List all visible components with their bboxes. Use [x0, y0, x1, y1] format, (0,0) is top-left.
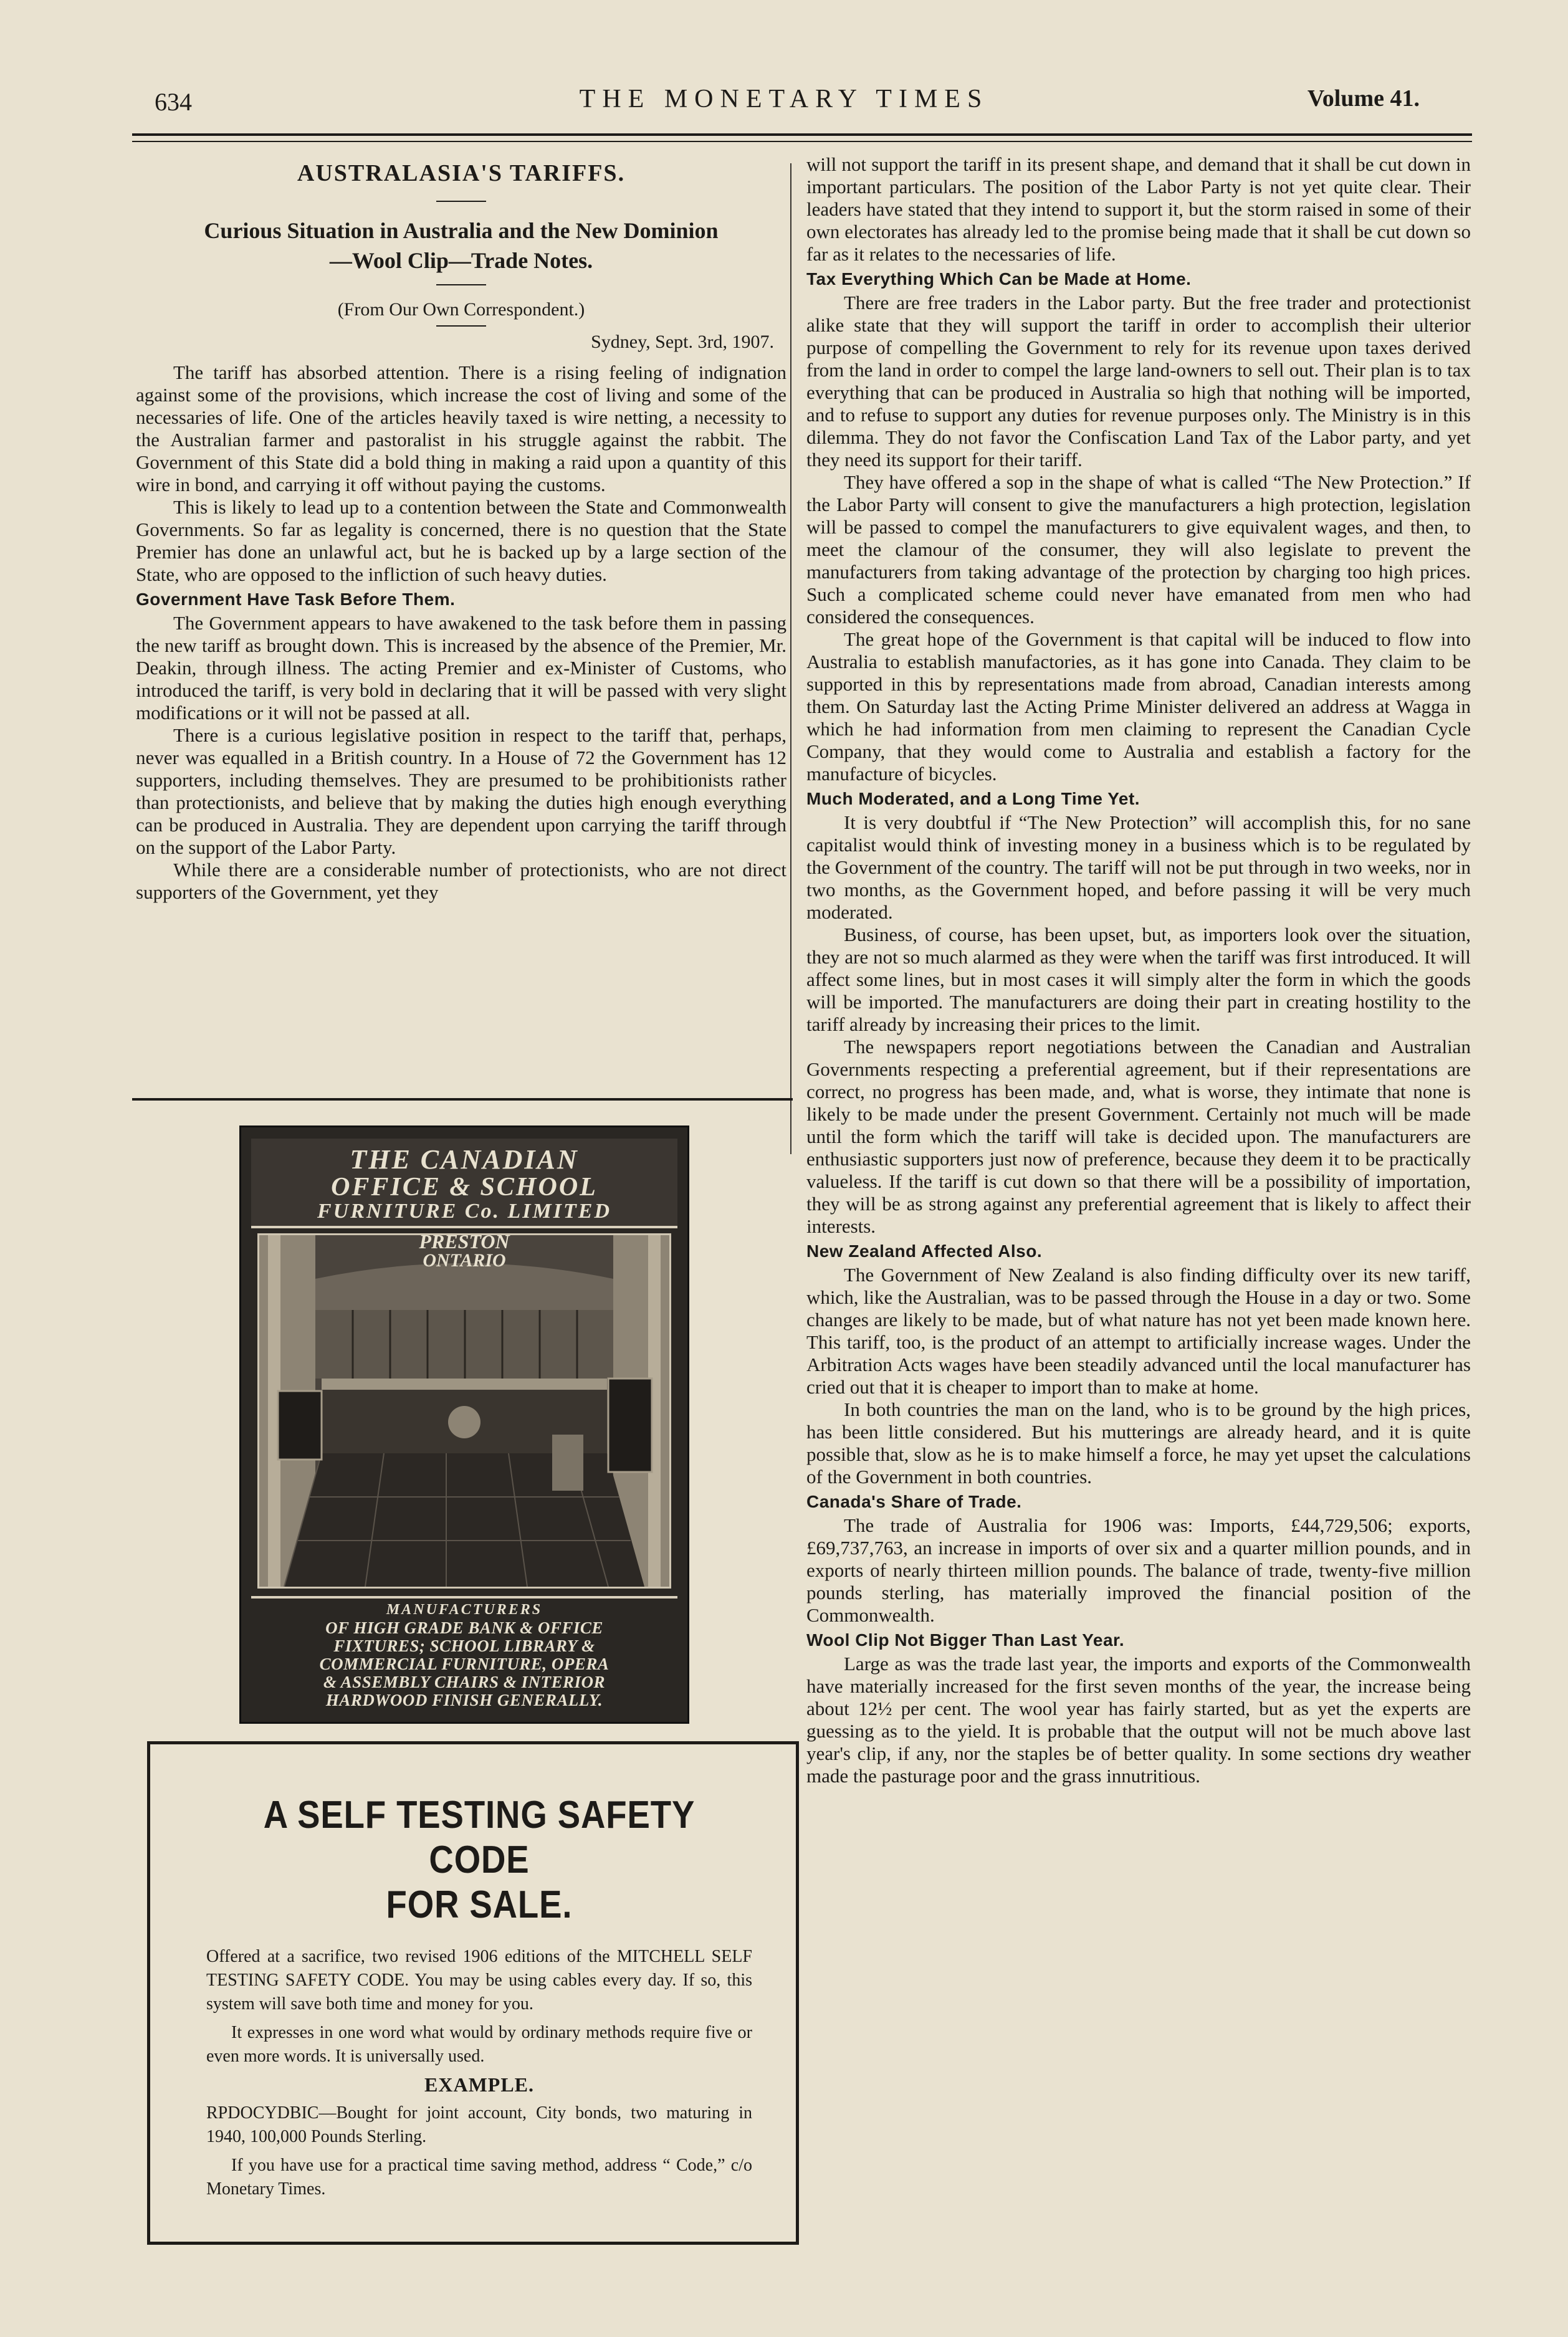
furniture-ad-products-line: FIXTURES; SCHOOL LIBRARY & [333, 1637, 595, 1655]
section-rule [132, 1098, 793, 1101]
section-heading: New Zealand Affected Also. [806, 1241, 1043, 1261]
article-paragraph: The Government appears to have awakened to the task before them in passing the new tariff as brought down. This is increased by the absence of the Premier, Mr. Deakin, through illness. The acting Premier and ex-Minister of Customs, who introduced the tariff, is very bold in declaring that it will be passed with very slight modifications or it will not be passed at all. [136, 612, 786, 724]
article-paragraph: will not support the tariff in its present shape, and demand that it shall be cut down in important particulars. The position of the Labor Party is not yet quite clear. Their leaders have stated that they intend to support it, but the storm raised in some of their own electorates has already led to the promise being made that it shall be cut down so far as it relates to the necessaries of life. [806, 153, 1471, 265]
safety-code-ad-heading [239, 1793, 720, 1928]
section-heading: Canada's Share of Trade. [806, 1492, 1022, 1511]
furniture-advertisement [239, 1125, 689, 1724]
header-rule-thick [132, 133, 1472, 136]
safety-code-ad-heading-line: FOR SALE. [386, 1883, 573, 1926]
furniture-ad-products-line: HARDWOOD FINISH GENERALLY. [325, 1691, 603, 1709]
correspondent-credit: (From Our Own Correspondent.) [337, 299, 585, 320]
furniture-ad-header [251, 1139, 677, 1228]
office-interior-illustration [257, 1233, 671, 1589]
article-subtitle-line: Curious Situation in Australia and the New Dominion [204, 218, 719, 243]
article-paragraph: The newspapers report negotiations between the Canadian and Australian Governments respecting a preferential agreement, but if their representations are correct, no progress has been made, and, what is worse, they intimate that none is likely to be made under the present Government. Certainly not much will be made until the form which the tariff will take is decided upon. The manufacturers are enthusiastic supporters just now of preference, because they deem it to be practically valueless. If the tariff is cut down so that there will be a possibility of importation, they will be as strong against any preferential agreement that is likely to affect their interests. [806, 1036, 1471, 1237]
furniture-ad-location [239, 1231, 689, 1270]
article-paragraph: The great hope of the Government is that capital will be induced to flow into Australia to establish manufactories, as it has gone into Canada. They claim to be supported in this by representations made from abroad, Canadian interests among them. On Saturday last the Acting Prime Minister delivered an address at Wagga in which he had information from men claiming to represent the Canadian Cycle Company, that they would come to Australia and establish a factory for the manufacture of bicycles. [806, 628, 1471, 785]
section-heading: Government Have Task Before Them. [136, 590, 456, 609]
furniture-ad-location-line: PRESTON [419, 1230, 510, 1253]
safety-code-ad-paragraph: It expresses in one word what would by ordinary methods require five or even more words. It is universally used. [206, 2023, 752, 2066]
furniture-ad-company-line: FURNITURE Co. LIMITED [317, 1200, 611, 1223]
article-right-column [806, 153, 1471, 1787]
article-paragraph: This is likely to lead up to a contention between the State and Commonwealth Governments. So far as legality is concerned, there is no question that the State Premier has done an unlawful act, but he is backed up by a large section of the State, who are opposed to the infliction of such heavy duties. [136, 496, 786, 585]
article-paragraph: The trade of Australia for 1906 was: Imports, £44,729,506; exports, £69,737,763, an increase in imports of over six and a quarter million pounds, and in exports of nearly thirteen million pounds. The balance of trade, twenty-five million pounds sterling, has materially improved the financial position of the Commonwealth. [806, 1514, 1471, 1626]
furniture-ad-company-line: THE CANADIAN [350, 1144, 579, 1175]
article-paragraph: Large as was the trade last year, the imports and exports of the Commonwealth have materially increased for the first seven months of the year, the increase being about 12½ per cent. The wool year has fairly started, but as yet the experts are guessing as to the yield. It is probable that the output will not be much above last year's clip, if any, nor the staples be of better quality. In some sections dry weather made the pasturage poor and the grass innutritious. [806, 1653, 1471, 1787]
credit-rule [436, 325, 486, 327]
subtitle-rule [436, 284, 486, 285]
safety-code-ad-heading-line: A SELF TESTING SAFETY CODE [263, 1794, 696, 1881]
article-paragraph: The Government of New Zealand is also finding difficulty over its new tariff, which, like the Australian, was to be passed through the House in a day or two. Some changes are likely to be made, but of what nature has not yet been made known here. This tariff, too, is the product of an attempt to artificially increase wages. Under the Arbitration Acts wages have been steadily advanced until the local manufacturer has cried out that it is cheaper to import than to make at home. [806, 1264, 1471, 1398]
article-subtitle-line: —Wool Clip—Trade Notes. [329, 248, 593, 273]
header-rule-thin [132, 141, 1472, 142]
furniture-ad-company-line: OFFICE & SCHOOL [331, 1173, 598, 1202]
dateline: Sydney, Sept. 3rd, 1907. [591, 332, 774, 352]
article-paragraph: The tariff has absorbed attention. There is a rising feeling of indignation against some of the provisions, which increase the cost of living and some of the necessaries of life. One of the articles heavily taxed is wire netting, a necessity to the Australian farmer and pastoralist in his struggle against the rabbit. The Government of this State did a bold thing in making a raid upon a quantity of this wire in bond, and carrying it off without paying the customs. [136, 361, 786, 495]
safety-code-ad-example-label: EXAMPLE. [424, 2073, 534, 2096]
article-paragraph: They have offered a sop in the shape of what is called “The New Protection.” If the Labor Party will consent to give the manufacturers a high protection, legislation will be passed to compel the manufacturers to give equivalent wages, and then, to meet the clamour of the consumer, they will also legislate to prevent the manufacturers from taking advantage of the protection by charging too high prices. Such a complicated scheme could never have emanated from men who had considered the consequences. [806, 471, 1471, 628]
right-column-body [806, 153, 1471, 1787]
safety-code-ad-paragraph: If you have use for a practical time saving method, address “ Code,” c/o Monetary Times. [206, 2156, 752, 2199]
volume-label: Volume 41. [1307, 85, 1420, 112]
article-title: AUSTRALASIA'S TARIFFS. [297, 160, 626, 186]
furniture-ad-products-line: & ASSEMBLY CHAIRS & INTERIOR [323, 1673, 606, 1691]
publication-masthead: THE MONETARY TIMES [579, 85, 989, 113]
column-divider [790, 163, 791, 1154]
article-paragraph: There are free traders in the Labor party. But the free trader and protectionist alike state that they will support the tariff in order to accomplish their ulterior purpose of compelling the Government to rely for its revenue upon taxes derived from the land in order to compel the large land-owners to sell out. Their plan is to tax everything that can be produced in Australia so high that nothing will be imported, and to refuse to support any duties for revenue purposes only. The Ministry is in this dilemma. They do not favor the Confiscation Land Tax of the Labor party, and yet they need its support for their tariff. [806, 292, 1471, 471]
section-heading: Wool Clip Not Bigger Than Last Year. [806, 1630, 1125, 1650]
furniture-ad-footer [251, 1596, 677, 1717]
safety-code-ad-paragraph: Offered at a sacrifice, two revised 1906 editions of the MITCHELL SELF TESTING SAFETY CODE. You may be using cables every day. If so, this system will save both time and money for you. [206, 1947, 752, 2014]
furniture-ad-manufacturers-label: MANUFACTURERS [386, 1602, 543, 1618]
article-paragraph: There is a curious legislative position in respect to the tariff that, perhaps, never was equalled in a British country. In a House of 72 the Government has 12 supporters, including themselves. They are presumed to be prohibitionists rather than protectionists, and believe that by making the duties high enough everything can be produced in Australia. They are dependent upon carrying the tariff through on the support of the Labor Party. [136, 724, 786, 858]
article-paragraph: It is very doubtful if “The New Protection” will accomplish this, for no sane capitalist would think of investing money in a business which is to be regulated by the Government of the country. The tariff will not be put through in two weeks, nor in two months, as the Government hoped, and before passing it will be very much moderated. [806, 811, 1471, 923]
article-subtitle [136, 216, 786, 275]
furniture-ad-products-line: COMMERCIAL FURNITURE, OPERA [319, 1655, 610, 1673]
page-number: 634 [155, 88, 192, 116]
title-rule [436, 201, 486, 202]
left-column-body [136, 361, 786, 904]
article-paragraph: Business, of course, has been upset, but, as importers look over the situation, they are not so much alarmed as they were when the tariff was first introduced. It will affect some lines, but in most cases it will simply alter the form in which the goods will be imported. The manufacturers are doing their part in creating hostility to the tariff already by increasing their prices to the limit. [806, 924, 1471, 1035]
article-paragraph: In both countries the man on the land, who is to be ground by the high prices, has been little considered. But his mutterings are already heard, and it is quite possible that, slow as he is to make himself a force, he may yet upset the calculations of the Government in both countries. [806, 1398, 1471, 1488]
safety-code-advertisement [147, 1741, 799, 2245]
office-interior-drawing [259, 1235, 669, 1587]
furniture-ad-products-line: OF HIGH GRADE BANK & OFFICE [325, 1618, 603, 1637]
furniture-ad-location-line: ONTARIO [423, 1250, 506, 1271]
section-heading: Tax Everything Which Can be Made at Home. [806, 269, 1192, 289]
article-paragraph: While there are a considerable number of protectionists, who are not direct supporters of the Government, yet they [136, 859, 786, 903]
safety-code-ad-paragraph: RPDOCYDBIC—Bought for joint account, City bonds, two maturing in 1940, 100,000 Pounds Sterling. [206, 2103, 752, 2146]
section-heading: Much Moderated, and a Long Time Yet. [806, 789, 1140, 808]
article-left-column [136, 160, 786, 904]
